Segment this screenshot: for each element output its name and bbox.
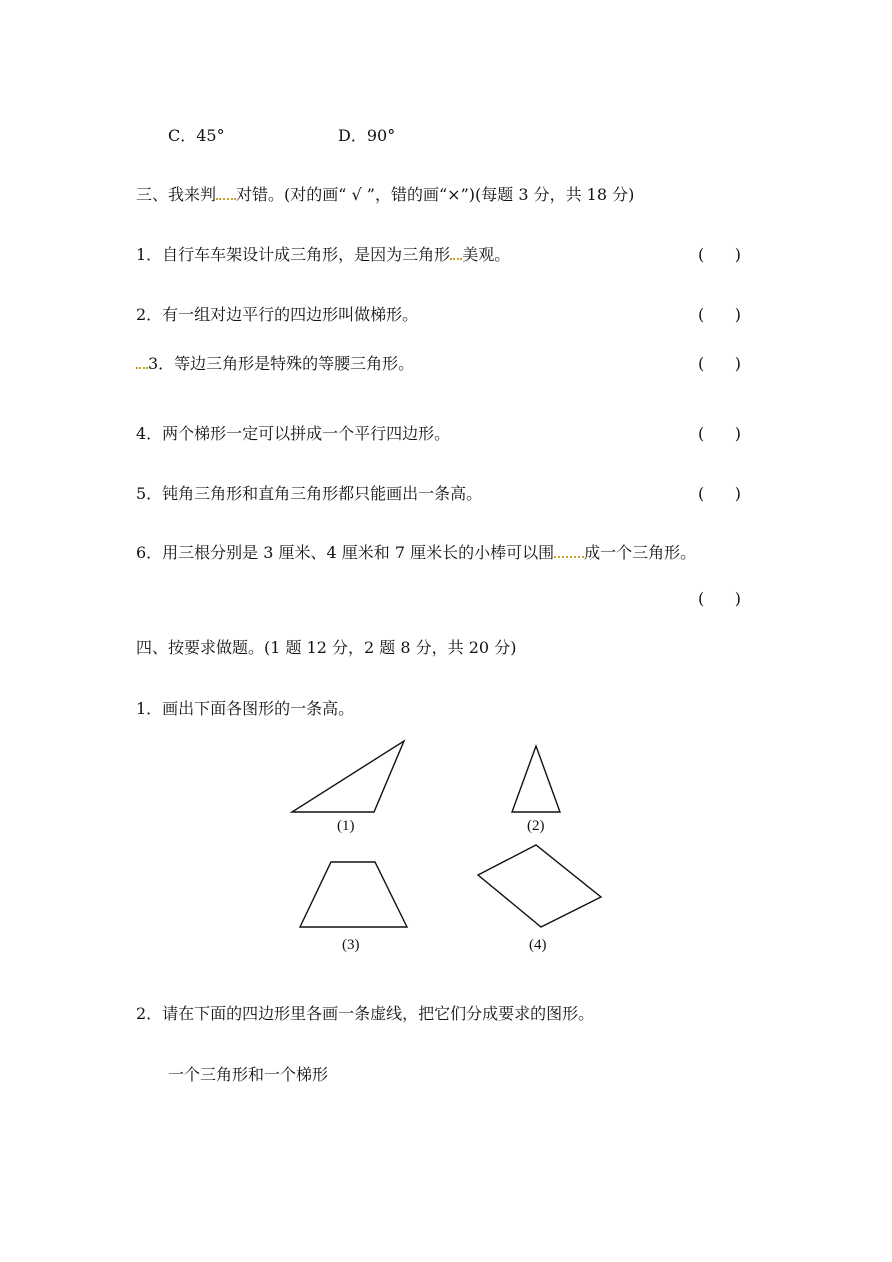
answer-paren-5[interactable]: ( )	[698, 484, 741, 503]
option-c: C．45°	[168, 126, 225, 145]
answer-paren-2[interactable]: ( )	[698, 305, 741, 324]
judge-item-4: 4．两个梯形一定可以拼成一个平行四边形。	[136, 424, 451, 443]
figure-2-isosceles-triangle	[512, 746, 560, 812]
section3-heading-post: 对错。(对的画“ √ ”，错的画“×”)(每题 3 分，共 18 分)	[236, 185, 635, 204]
question-2-sub: 一个三角形和一个梯形	[168, 1065, 329, 1084]
question-2: 2．请在下面的四边形里各画一条虚线，把它们分成要求的图形。	[136, 1004, 595, 1023]
judge-item-5: 5．钝角三角形和直角三角形都只能画出一条高。	[136, 484, 483, 503]
judge-item-6-post: 成一个三角形。	[584, 543, 697, 562]
judge-item-1-pre: 1．自行车车架设计成三角形，是因为三角形	[136, 245, 451, 264]
judge-item-2: 2．有一组对边平行的四边形叫做梯形。	[136, 305, 419, 324]
figure-1-obtuse-triangle	[292, 741, 404, 812]
figure-3-trapezoid	[300, 862, 407, 927]
judge-item-6-pre: 6．用三根分别是 3 厘米、4 厘米和 7 厘米长的小棒可以围	[136, 543, 555, 562]
figure-3-label: (3)	[342, 937, 360, 953]
section3-heading-pre: 三、我来判	[136, 185, 217, 204]
figure-4-parallelogram	[478, 845, 601, 927]
figure-2-label: (2)	[527, 818, 545, 834]
option-d: D．90°	[338, 126, 396, 145]
answer-paren-1[interactable]: ( )	[698, 245, 741, 264]
answer-paren-3[interactable]: ( )	[698, 354, 741, 373]
answer-paren-6[interactable]: ( )	[698, 589, 741, 608]
figure-4-label: (4)	[529, 937, 547, 953]
answer-paren-4[interactable]: ( )	[698, 424, 741, 443]
judge-item-3-text: 3．等边三角形是特殊的等腰三角形。	[148, 354, 415, 373]
figure-1-label: (1)	[337, 818, 355, 834]
question-1: 1．画出下面各图形的一条高。	[136, 699, 355, 718]
judge-item-1-post: 美观。	[462, 245, 511, 264]
section4-heading: 四、按要求做题。(1 题 12 分，2 题 8 分，共 20 分)	[136, 638, 517, 657]
